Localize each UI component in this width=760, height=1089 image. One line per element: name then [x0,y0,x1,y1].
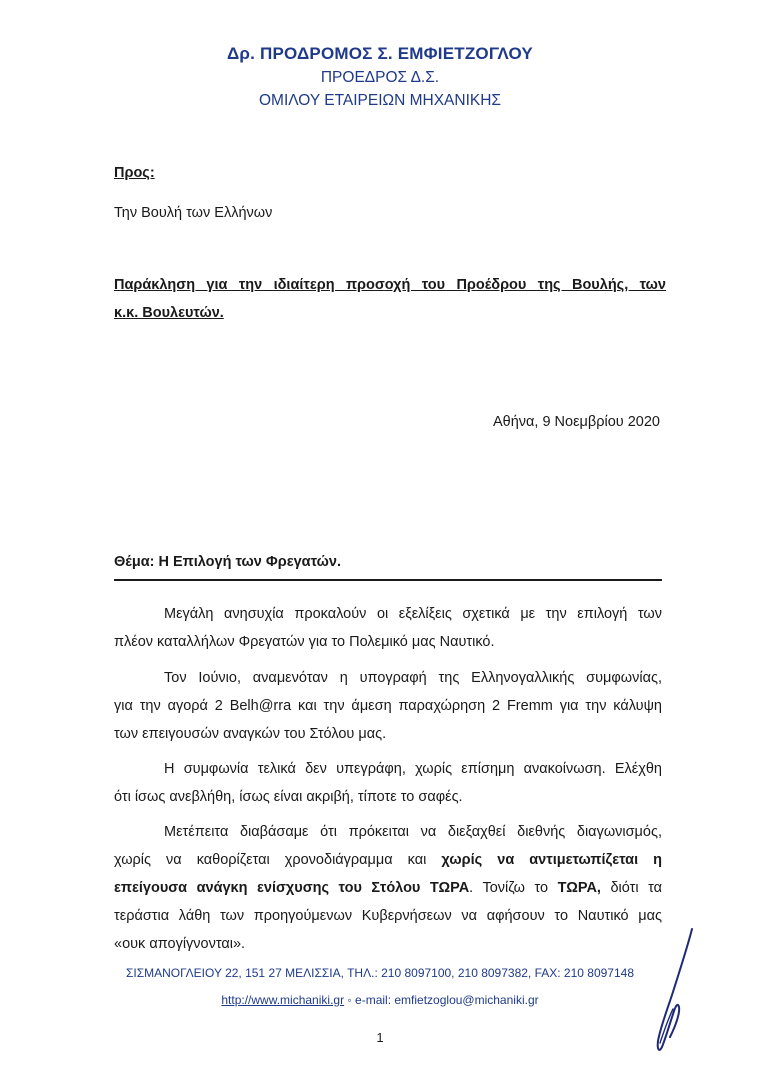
letterhead-name: Δρ. ΠΡΟΔΡΟΜΟΣ Σ. ΕΜΦΙΕΤΖΟΓΛΟΥ [227,44,533,63]
paragraph-2 [114,664,662,748]
request-line-2: κ.κ. Βουλευτών. [114,305,224,321]
footer-separator: ◦ [347,993,352,1007]
website-link[interactable]: http://www.michaniki.gr [221,993,345,1007]
paragraph-2-line-2: για την αγορά 2 Belh@rra και την άμεση παραχώρηση 2 Fremm για την κάλυψη [114,698,662,714]
subject-divider [114,579,662,581]
paragraph-3-line-1: Η συμφωνία τελικά δεν υπεγράφη, χωρίς επίσημη ανακοίνωση. Ελέχθη [164,761,662,777]
paragraph-4-line-2-bold: χωρίς να αντιμετωπίζεται η [441,852,662,868]
paragraph-3 [114,755,662,811]
footer-email: e-mail: emfietzoglou@michaniki.gr [355,993,539,1007]
paragraph-4 [114,818,662,958]
paragraph-4-line-3-text: . Τονίζω το [469,880,549,896]
paragraph-4-line-2 [114,846,662,874]
paragraph-1 [114,600,662,656]
page-number: 1 [376,1030,384,1045]
paragraph-4-line-5: «ουκ απογίγνονται». [114,936,246,952]
paragraph-4-line-3-emphasis: ΤΩΡΑ, [557,880,601,896]
request-line-1: Παράκληση για την ιδιαίτερη προσοχή του Προέδρου της Βουλής, των [114,277,666,293]
subject-line: Θέμα: Η Επιλογή των Φρεγατών. [114,554,342,570]
paragraph-4-line-1: Μετέπειτα διαβάσαμε ότι πρόκειται να διεξαχθεί διεθνής διαγωνισμός, [164,824,662,840]
paragraph-4-line-3-tail: διότι τα [610,880,662,896]
paragraph-3-line-2: ότι ίσως ανεβλήθη, ίσως είναι ακριβή, τίποτε το σαφές. [114,789,463,805]
recipient-value: Την Βουλή των Ελλήνων [114,205,273,221]
letter-date: Αθήνα, 9 Νοεμβρίου 2020 [492,414,660,430]
paragraph-4-line-3 [114,874,662,902]
recipient-label: Προς: [114,165,155,181]
footer-address: ΣΙΣΜΑΝΟΓΛΕΙΟΥ 22, 151 27 ΜΕΛΙΣΣΙΑ, ΤΗΛ.: 210 8097100, 210 8097382, FAX: 210 8097148 [125,966,635,980]
paragraph-2-line-1: Τον Ιούνιο, αναμενόταν η υπογραφή της Ελληνογαλλικής συμφωνίας, [164,670,662,686]
paragraph-4-line-4: τεράστια λάθη των προηγούμενων Κυβερνήσεων να αφήσουν το Ναυτικό μας [114,908,662,924]
paragraph-2-line-3: των επειγουσών αναγκών του Στόλου μας. [114,726,387,742]
paragraph-4-line-3-bold: επείγουσα ανάγκη ενίσχυσης του Στόλου ΤΩΡΑ [114,880,470,896]
paragraph-1-line-2: πλέον καταλλήλων Φρεγατών για το Πολεμικό μας Ναυτικό. [114,634,495,650]
handwritten-signature [640,925,710,1060]
paragraph-4-line-2-text: χωρίς να καθορίζεται χρονοδιάγραμμα και [114,852,427,868]
letterhead-title: ΠΡΟΕΔΡΟΣ Δ.Σ. [320,69,440,86]
paragraph-1-line-1: Μεγάλη ανησυχία προκαλούν οι εξελίξεις σχετικά με την επιλογή των [164,606,662,622]
letterhead-company: ΟΜΙΛΟΥ ΕΤΑΙΡΕΙΩΝ ΜΗΧΑΝΙΚΗΣ [259,92,501,109]
